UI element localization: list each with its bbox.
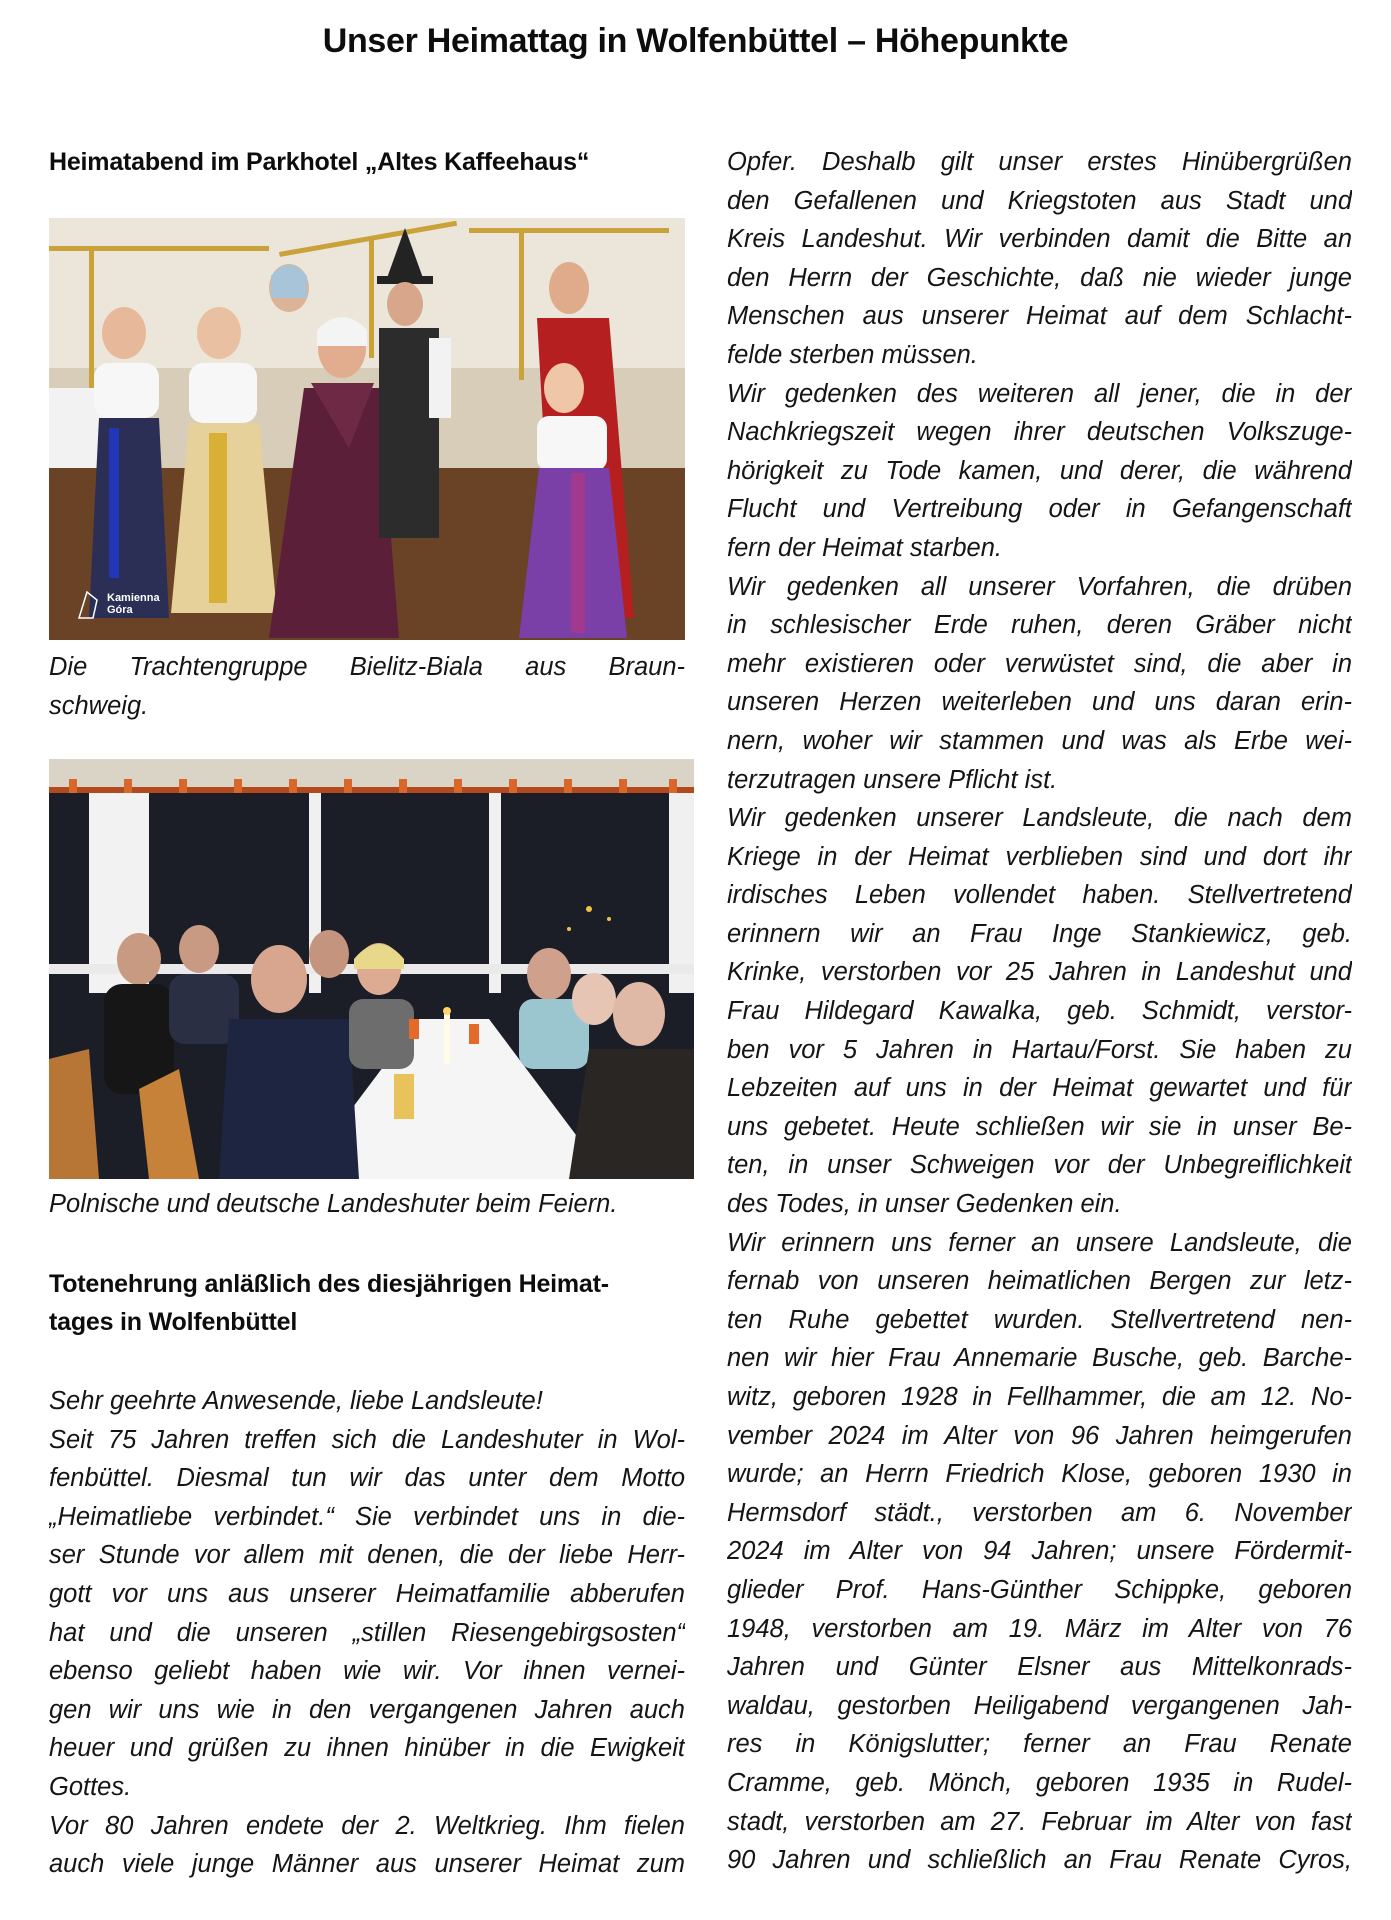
text-line: stadt, verstorben am 27. Februar im Alter von fast (727, 1807, 1352, 1836)
photo-trachtengruppe-graphic (49, 218, 685, 640)
text-line: nen wir hier Frau Annemarie Busche, geb. Barche- (727, 1344, 1352, 1373)
text-line: Menschen aus unserer Heimat auf dem Schlacht- (727, 302, 1352, 331)
text-line: Cramme, geb. Mönch, geboren 1935 in Rudel- (727, 1768, 1352, 1797)
text-line: res in Königslutter; ferner an Frau Renate (727, 1730, 1352, 1759)
photo-landeshuter-feiern (49, 759, 694, 1179)
text-line: uns gebetet. Heute schließen wir sie in unser Be- (727, 1112, 1352, 1141)
totenehrung-text-left (49, 1382, 685, 1884)
text-line: irdisches Leben vollendet haben. Stellvertretend (727, 881, 1352, 910)
text-line: ten Ruhe gebettet wurden. Stellvertretend nen- (727, 1305, 1352, 1334)
text-line: den Herrn der Geschichte, daß nie wieder junge (727, 263, 1352, 292)
section-heading-heimatabend: Heimatabend im Parkhotel „Altes Kaffeehaus“ (49, 148, 590, 176)
text-line: Vor 80 Jahren endete der 2. Weltkrieg. Ihm fielen (49, 1811, 685, 1840)
text-line: Nachkriegszeit wegen ihrer deutschen Volkszuge- (727, 418, 1352, 447)
text-line: Kreis Landeshut. Wir verbinden damit die Bitte an (727, 225, 1352, 254)
caption-line: Die Trachtengruppe Bielitz-Biala aus Braun- (49, 653, 685, 681)
text-line: fenbüttel. Diesmal tun wir das unter dem Motto (49, 1464, 685, 1493)
caption-line: Polnische und deutsche Landeshuter beim Feiern. (49, 1190, 618, 1218)
text-line: hat und die unseren „stillen Riesengebirgsosten“ (49, 1618, 685, 1647)
text-line: 2024 im Alter von 94 Jahren; unsere Fördermit- (727, 1537, 1352, 1566)
caption-line: schweig. (49, 691, 149, 720)
text-line: ben vor 5 Jahren in Hartau/Forst. Sie haben zu (727, 1035, 1352, 1064)
text-line: waldau, gestorben Heiligabend vergangenen Jah- (727, 1691, 1352, 1720)
photo-landeshuter-feiern-graphic (49, 759, 694, 1179)
text-line: mehr existieren oder verwüstet sind, die aber in (727, 649, 1352, 678)
text-line: wurde; an Herrn Friedrich Klose, geboren 1930 in (727, 1460, 1352, 1489)
photo-caption-trachtengruppe (49, 648, 685, 725)
text-line: Gottes. (49, 1772, 132, 1801)
text-line: felde sterben müssen. (727, 340, 978, 369)
text-line: Hermsdorf städt., verstorben am 6. November (727, 1498, 1352, 1527)
photo-trachtengruppe (49, 218, 685, 640)
text-line: auch viele junge Männer aus unserer Heimat zum (49, 1850, 685, 1879)
text-line: Frau Hildegard Kawalka, geb. Schmidt, verstor- (727, 997, 1352, 1026)
page-title: Unser Heimattag in Wolfenbüttel – Höhepunkte (322, 22, 1069, 60)
text-line: hörigkeit zu Tode kamen, und derer, die während (727, 456, 1352, 485)
text-line: in schlesischer Erde ruhen, deren Gräber nicht (727, 611, 1352, 640)
text-line: ten, in unser Schweigen vor der Unbegreiflichkeit (727, 1151, 1352, 1180)
text-line: den Gefallenen und Kriegstoten aus Stadt und (727, 186, 1352, 215)
watermark-logo (75, 588, 160, 620)
text-line: unseren Herzen weiterleben und uns daran erin- (727, 688, 1352, 717)
text-line: terzutragen unsere Pflicht ist. (727, 765, 1058, 794)
text-line: heuer und grüßen zu ihnen hinüber in die Ewigkeit (49, 1734, 685, 1763)
text-line: Lebzeiten auf uns in der Heimat gewartet und für (727, 1074, 1352, 1103)
text-line: des Todes, in unser Gedenken ein. (727, 1190, 1122, 1219)
text-line: „Heimatliebe verbindet.“ Sie verbindet uns in die- (49, 1502, 685, 1531)
kamienna-gora-logo-icon (75, 588, 101, 620)
text-line: ser Stunde vor allem mit denen, die der liebe Herr- (49, 1541, 685, 1570)
text-line: glieder Prof. Hans-Günther Schippke, geboren (727, 1575, 1352, 1604)
text-line: Jahren und Günter Elsner aus Mittelkonrads- (727, 1653, 1352, 1682)
text-line: 1948, verstorben am 19. März im Alter von 76 (727, 1614, 1352, 1643)
text-line: 90 Jahren und schließlich an Frau Renate Cyros, (727, 1846, 1352, 1875)
text-line: Opfer. Deshalb gilt unser erstes Hinübergrüßen (727, 148, 1352, 176)
text-line: vember 2024 im Alter von 96 Jahren heimgerufen (727, 1421, 1352, 1450)
heading-line: Totenehrung anläßlich des diesjährigen Heimat- (49, 1270, 609, 1298)
totenehrung-text-right (727, 143, 1352, 1880)
text-line: Flucht und Vertreibung oder in Gefangenschaft (727, 495, 1352, 524)
section-heading-totenehrung (49, 1265, 689, 1341)
text-line: ebenso geliebt haben wie wir. Vor ihnen vernei- (49, 1657, 685, 1686)
text-line: Sehr geehrte Anwesende, liebe Landsleute! (49, 1387, 543, 1415)
watermark-text-line2: Góra (107, 604, 133, 616)
text-line: Kriege in der Heimat verblieben sind und dort ihr (727, 842, 1352, 871)
text-line: Wir gedenken des weiteren all jener, die in der (727, 379, 1352, 408)
text-line: nern, woher wir stammen und was als Erbe wei- (727, 726, 1352, 755)
text-line: Krinke, verstorben vor 25 Jahren in Landeshut und (727, 958, 1352, 987)
watermark-text-line1: Kamienna (107, 592, 160, 604)
text-line: Wir erinnern uns ferner an unsere Landsleute, die (727, 1228, 1352, 1257)
text-line: Seit 75 Jahren treffen sich die Landeshuter in Wol- (49, 1425, 685, 1454)
text-line: erinnern wir an Frau Inge Stankiewicz, geb. (727, 919, 1352, 948)
text-line: fernab von unseren heimatlichen Bergen zur letz- (727, 1267, 1352, 1296)
text-line: gen wir uns wie in den vergangenen Jahren auch (49, 1695, 685, 1724)
text-line: witz, geboren 1928 in Fellhammer, die am 12. No- (727, 1383, 1352, 1411)
text-line: fern der Heimat starben. (727, 533, 1002, 562)
text-line: Wir gedenken unserer Landsleute, die nach dem (727, 804, 1352, 833)
heading-line: tages in Wolfenbüttel (49, 1308, 298, 1336)
text-line: gott vor uns aus unserer Heimatfamilie abberufen (49, 1579, 685, 1608)
photo-caption-landeshuter (49, 1185, 694, 1224)
text-line: Wir gedenken all unserer Vorfahren, die drüben (727, 572, 1352, 601)
